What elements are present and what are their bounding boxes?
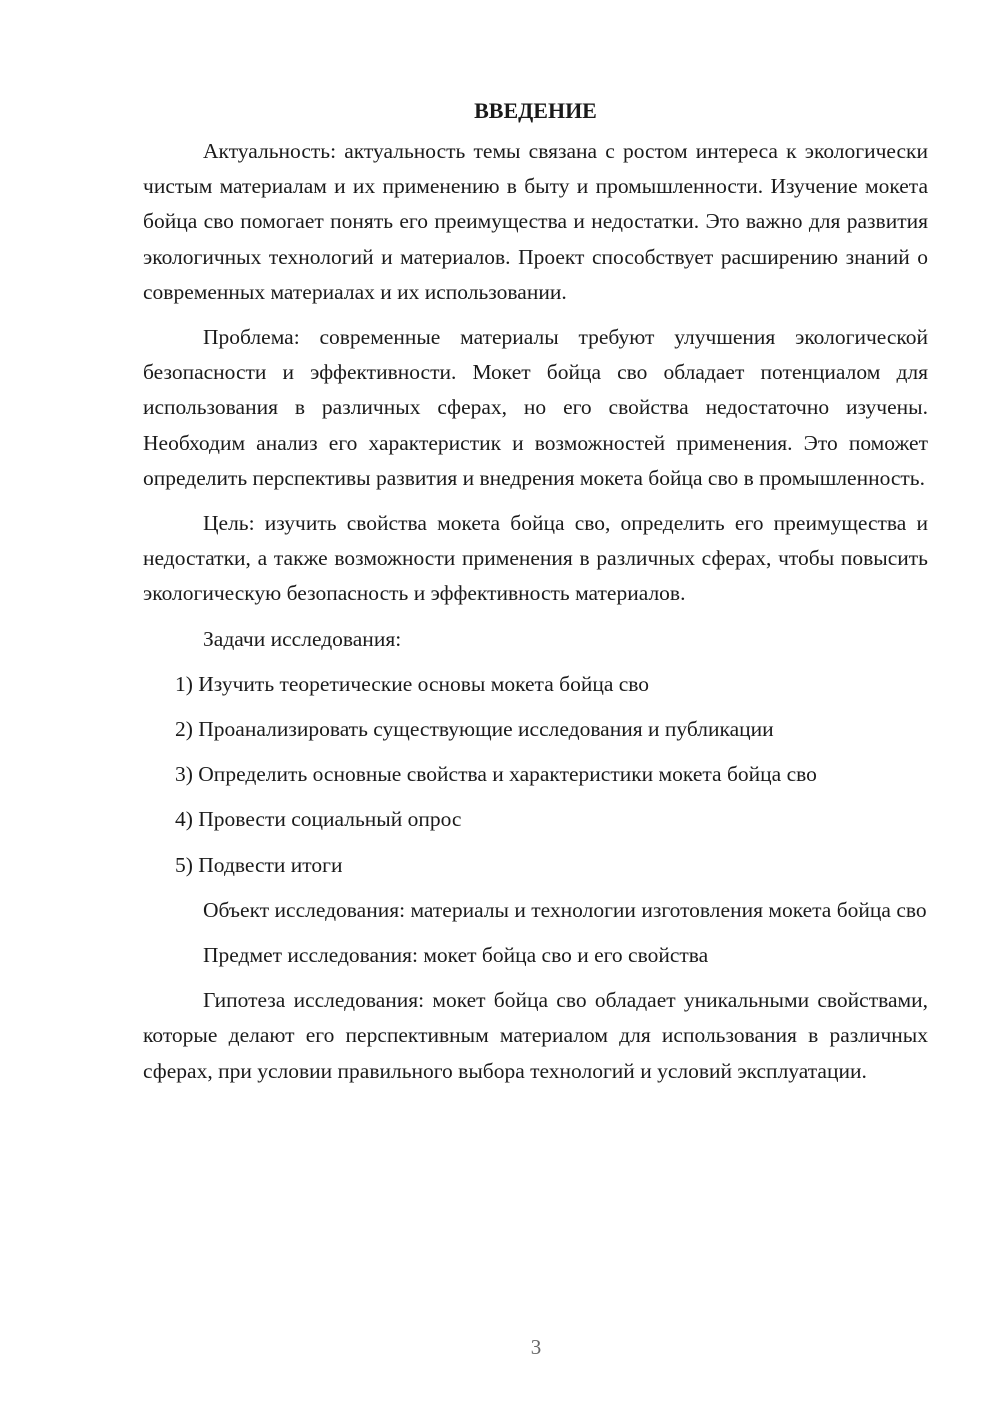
object-paragraph: Объект исследования: материалы и технологии изготовления мокета бойца сво [203, 897, 927, 922]
relevance-paragraph: Актуальность: актуальность темы связана с ростом интереса к экологически чистым материалам и их применению в быту и промышленности. Изучение мокета бойца сво помогает понять его преимущества и недостатки. Это важно для развития экологичных технологий и материалов. Проект способствует расширению знаний о современных материалах и их использовании. [143, 139, 928, 304]
list-item: 5) Подвести итоги [175, 852, 343, 877]
page-number: 3 [530, 1335, 542, 1359]
subject-paragraph: Предмет исследования: мокет бойца сво и его свойства [203, 943, 709, 968]
hypothesis-paragraph: Гипотеза исследования: мокет бойца сво обладает уникальными свойствами, которые делают его перспективным материалом для использования в различных сферах, при условии правильного выбора технологий и условий эксплуатации. [143, 988, 928, 1083]
tasks-list [143, 667, 928, 883]
tasks-label: Задачи исследования: [203, 626, 402, 651]
problem-paragraph: Проблема: современные материалы требуют улучшения экологической безопасности и эффективности. Мокет бойца сво обладает потенциалом для использования в различных сферах, но его свойства недостаточно изучены. Необходим анализ его характеристик и возможностей применения. Это поможет определить перспективы развития и внедрения мокета бойца сво в промышленность. [143, 325, 928, 490]
list-item: 2) Проанализировать существующие исследования и публикации [175, 717, 774, 742]
page-title: ВВЕДЕНИЕ [474, 98, 597, 123]
list-item: 1) Изучить теоретические основы мокета бойца сво [175, 671, 650, 696]
page-content [143, 93, 928, 1099]
list-item: 4) Провести социальный опрос [175, 807, 462, 832]
goal-paragraph: Цель: изучить свойства мокета бойца сво, определить его преимущества и недостатки, а также возможности применения в различных сферах, чтобы повысить экологическую безопасность и эффективность материалов. [143, 511, 928, 606]
list-item: 3) Определить основные свойства и характеристики мокета бойца сво [175, 762, 817, 787]
